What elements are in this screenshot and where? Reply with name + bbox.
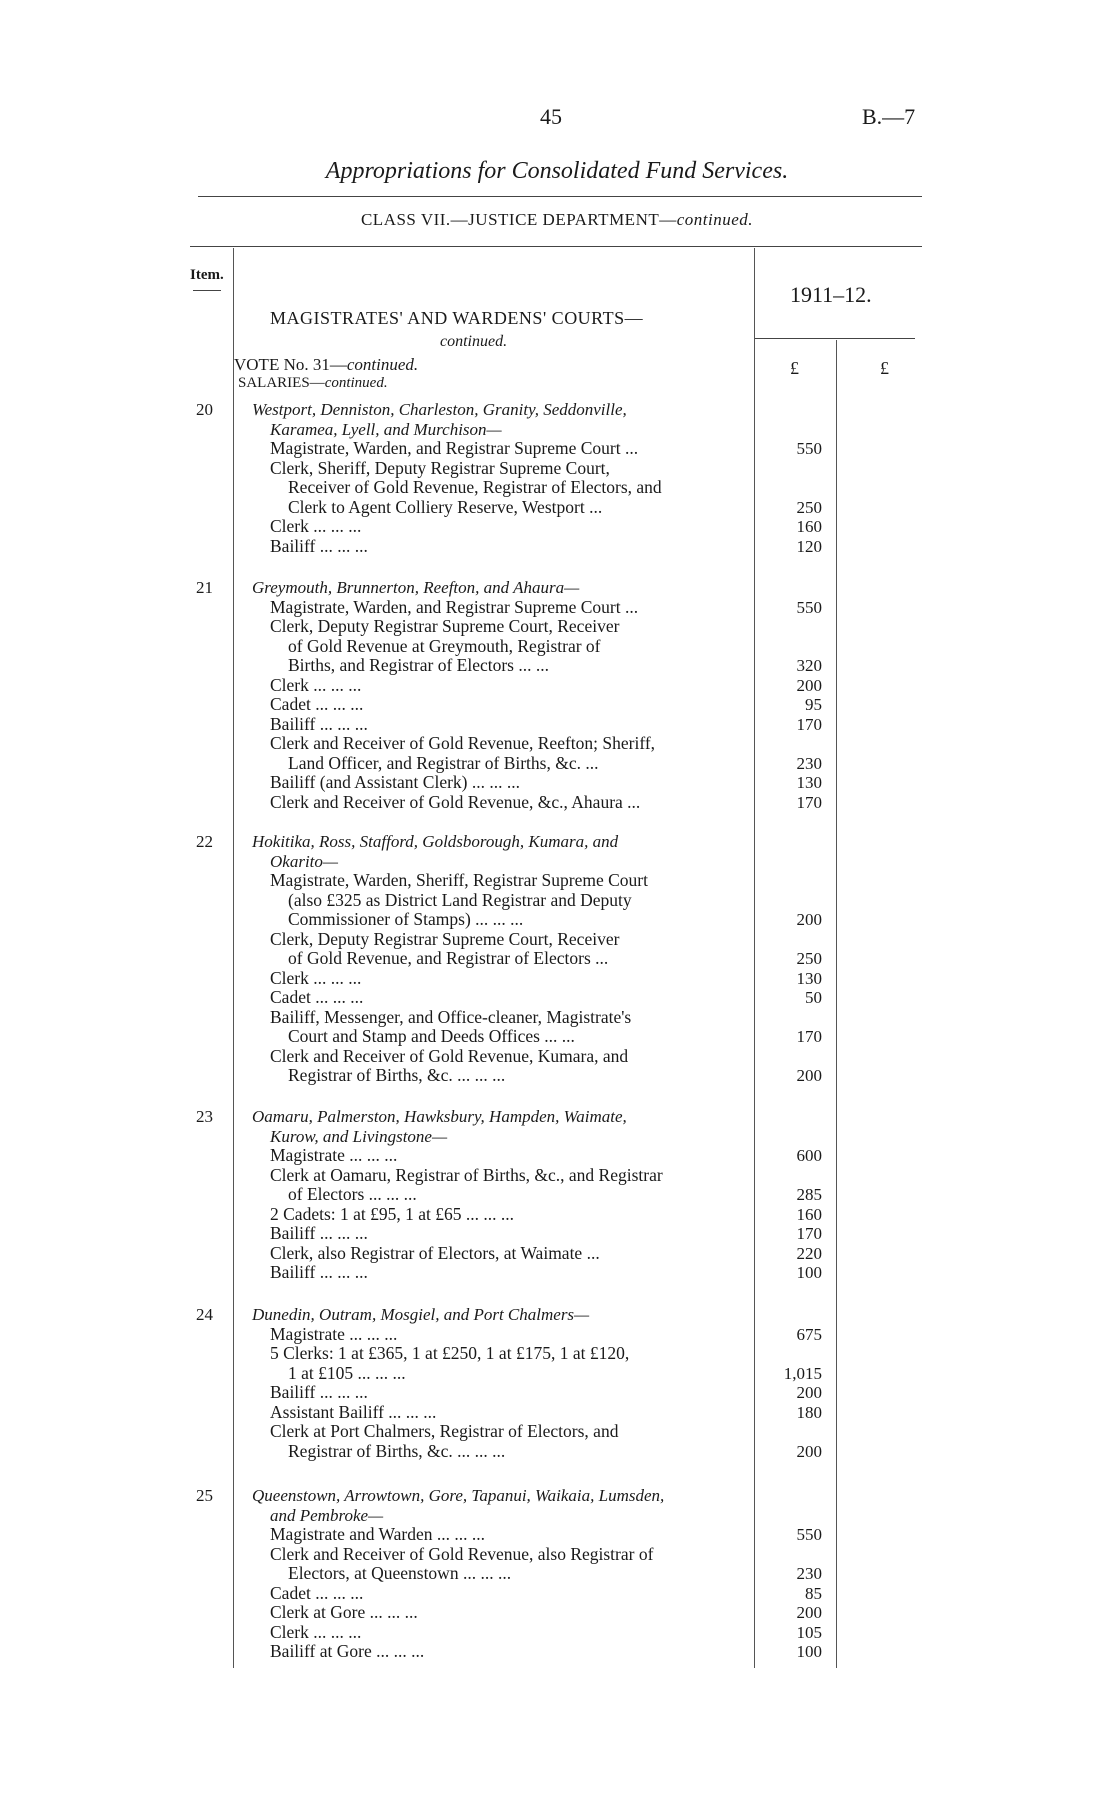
section-title: MAGISTRATES' AND WARDENS' COURTS— (270, 308, 644, 328)
currency-symbol-col2: £ (880, 358, 889, 378)
salary-line: Clerk ... ... ... (270, 516, 362, 536)
salary-amount: 130 (796, 773, 822, 792)
salary-line: Clerk at Oamaru, Registrar of Births, &c., and Registrar (270, 1164, 663, 1185)
salary-line: Clerk and Receiver of Gold Revenue, &c., Ahaura ... (270, 791, 641, 812)
salary-line: Magistrate and Warden ... ... ... (270, 1524, 486, 1544)
salary-amount: 550 (796, 1525, 822, 1544)
vote-continued: continued. (346, 355, 419, 374)
location-heading: Karamea, Lyell, and Murchison— (270, 419, 502, 439)
salary-line: Bailiff ... ... ... (270, 713, 368, 734)
salary-line: Clerk and Receiver of Gold Revenue, Reefton; Sheriff, (270, 733, 656, 753)
salary-amount: 170 (796, 792, 822, 812)
salary-line: 5 Clerks: 1 at £365, 1 at £250, 1 at £175, 1 at £120, (270, 1343, 630, 1363)
salaries-heading (238, 375, 388, 392)
salary-amount: 550 (796, 597, 822, 617)
salary-line: Bailiff, Messenger, and Office-cleaner, Magistrate's (270, 1006, 632, 1027)
location-heading: Kurow, and Livingstone— (270, 1126, 448, 1146)
item-number: 20 (196, 400, 213, 419)
salary-amount: 200 (796, 1603, 822, 1622)
salary-line: Magistrate, Warden, and Registrar Supreme Court ... (270, 596, 639, 617)
salary-amount: 170 (796, 1224, 822, 1243)
salary-amount: 230 (796, 753, 822, 773)
salary-line: Registrar of Births, &c. ... ... ... (288, 1440, 506, 1461)
salary-line: Land Officer, and Registrar of Births, &c. ... (288, 752, 599, 773)
document-reference: B.—7 (862, 104, 916, 129)
salary-amount: 220 (796, 1243, 822, 1263)
salary-amount: 600 (796, 1146, 822, 1165)
salary-amount: 250 (796, 497, 822, 517)
salary-line: Clerk at Port Chalmers, Registrar of Electors, and (270, 1421, 619, 1441)
location-heading: Oamaru, Palmerston, Hawksbury, Hampden, Waimate, (252, 1107, 627, 1126)
salary-line: Cadet ... ... ... (270, 1582, 364, 1603)
salary-line: Clerk to Agent Colliery Reserve, Westport ... (288, 496, 603, 517)
salary-line: Clerk ... ... ... (270, 967, 362, 988)
salary-amount: 100 (796, 1642, 822, 1661)
year-rule (755, 338, 915, 339)
section-continued: continued. (440, 333, 508, 350)
item-header-rule (193, 290, 221, 291)
salary-line: Clerk and Receiver of Gold Revenue, Kumara, and (270, 1045, 629, 1066)
salary-line: Clerk and Receiver of Gold Revenue, also Registrar of (270, 1543, 654, 1564)
location-heading: Westport, Denniston, Charleston, Granity, Seddonville, (252, 400, 627, 419)
salary-line: Clerk ... ... ... (270, 1621, 362, 1642)
salary-line: of Gold Revenue, and Registrar of Electors ... (288, 948, 609, 968)
salary-amount: 285 (796, 1185, 822, 1204)
salary-line: Bailiff ... ... ... (270, 535, 368, 556)
salary-line: Receiver of Gold Revenue, Registrar of Electors, and (288, 477, 662, 497)
salary-line: Commissioner of Stamps) ... ... ... (288, 909, 524, 929)
salary-line: Bailiff ... ... ... (270, 1382, 368, 1402)
total-column-divider (836, 340, 837, 1668)
salary-line: Clerk at Gore ... ... ... (270, 1602, 418, 1622)
vote-heading (234, 355, 418, 375)
vote-number: VOTE No. 31— (234, 355, 347, 374)
salary-line: 2 Cadets: 1 at £95, 1 at £65 ... ... ... (270, 1203, 515, 1224)
salary-amount: 200 (796, 910, 822, 929)
salary-line: Clerk, also Registrar of Electors, at Waimate ... (270, 1242, 600, 1263)
salary-line: Cadet ... ... ... (270, 694, 364, 714)
salary-amount: 120 (796, 536, 822, 556)
salary-line: (also £325 as District Land Registrar and Deputy (288, 889, 632, 910)
salaries-continued: continued. (324, 375, 388, 391)
item-number: 22 (196, 832, 213, 851)
salary-amount: 160 (796, 1204, 822, 1224)
item-number: 25 (196, 1486, 213, 1505)
salary-amount: 105 (796, 1622, 822, 1642)
salary-amount: 550 (796, 439, 822, 458)
salary-line: Clerk, Sheriff, Deputy Registrar Supreme Court, (270, 457, 610, 478)
location-heading: Dunedin, Outram, Mosgiel, and Port Chalmers— (252, 1305, 590, 1324)
salary-line: Magistrate, Warden, Sheriff, Registrar Supreme Court (270, 870, 648, 890)
salary-amount: 170 (796, 714, 822, 734)
page-number: 45 (540, 104, 562, 129)
item-column-header: Item. (190, 267, 224, 283)
salary-line: 1 at £105 ... ... ... (288, 1362, 406, 1383)
table-top-rule (190, 246, 922, 247)
salary-line: Cadet ... ... ... (270, 987, 364, 1007)
salary-line: Assistant Bailiff ... ... ... (270, 1401, 437, 1422)
salary-amount: 1,015 (783, 1363, 822, 1383)
salary-line: Magistrate ... ... ... (270, 1145, 398, 1165)
salary-amount: 200 (796, 1066, 822, 1085)
salary-amount: 320 (796, 656, 822, 675)
salary-amount: 95 (805, 695, 822, 714)
item-column-divider (233, 248, 234, 1668)
salary-amount: 675 (796, 1324, 822, 1344)
location-heading: Okarito— (270, 851, 338, 871)
salary-amount: 100 (796, 1263, 822, 1282)
page-title: Appropriations for Consolidated Fund Services. (325, 158, 789, 184)
item-number: 21 (196, 578, 213, 597)
class-heading (0, 210, 1114, 230)
salary-amount: 130 (796, 968, 822, 988)
location-heading: Queenstown, Arrowtown, Gore, Tapanui, Waikaia, Lumsden, (252, 1486, 665, 1505)
salary-line: Clerk ... ... ... (270, 674, 362, 695)
currency-symbol-col1: £ (790, 358, 799, 378)
location-heading: and Pembroke— (270, 1505, 384, 1525)
year-header: 1911–12. (790, 282, 872, 307)
salary-line: Magistrate ... ... ... (270, 1323, 398, 1344)
salary-line: Bailiff (and Assistant Clerk) ... ... ... (270, 772, 520, 792)
salary-amount: 85 (805, 1583, 822, 1603)
salary-amount: 200 (796, 675, 822, 695)
class-heading-text: CLASS VII.—JUSTICE DEPARTMENT— (360, 210, 677, 229)
salary-line: of Electors ... ... ... (288, 1184, 417, 1204)
title-rule (198, 196, 922, 197)
location-heading: Hokitika, Ross, Stafford, Goldsborough, Kumara, and (252, 832, 619, 851)
amount-column-divider (754, 248, 755, 1668)
item-number: 23 (196, 1107, 213, 1126)
salary-line: Magistrate, Warden, and Registrar Supreme Court ... (270, 438, 639, 458)
location-heading: Greymouth, Brunnerton, Reefton, and Ahaura— (252, 578, 580, 597)
salary-line: Bailiff ... ... ... (270, 1262, 368, 1282)
salary-line: Births, and Registrar of Electors ... ... (288, 655, 549, 675)
salaries-label: SALARIES— (238, 375, 325, 391)
salary-line: Bailiff ... ... ... (270, 1223, 368, 1243)
salary-amount: 50 (805, 988, 822, 1007)
salary-line: Electors, at Queenstown ... ... ... (288, 1563, 512, 1583)
salary-amount: 180 (796, 1402, 822, 1422)
class-heading-continued: continued. (676, 210, 754, 229)
salary-amount: 250 (796, 949, 822, 968)
salary-amount: 170 (796, 1027, 822, 1046)
salary-line: Bailiff at Gore ... ... ... (270, 1641, 425, 1661)
salary-line: Court and Stamp and Deeds Offices ... ... (288, 1026, 575, 1046)
salary-amount: 200 (796, 1441, 822, 1461)
salary-line: Clerk, Deputy Registrar Supreme Court, Receiver (270, 928, 620, 949)
salary-line: of Gold Revenue at Greymouth, Registrar of (288, 635, 601, 656)
salary-amount: 160 (796, 517, 822, 536)
salary-amount: 200 (796, 1383, 822, 1402)
salary-line: Registrar of Births, &c. ... ... ... (288, 1065, 506, 1085)
salary-line: Clerk, Deputy Registrar Supreme Court, Receiver (270, 616, 620, 636)
salary-amount: 230 (796, 1564, 822, 1583)
item-number: 24 (196, 1305, 213, 1324)
